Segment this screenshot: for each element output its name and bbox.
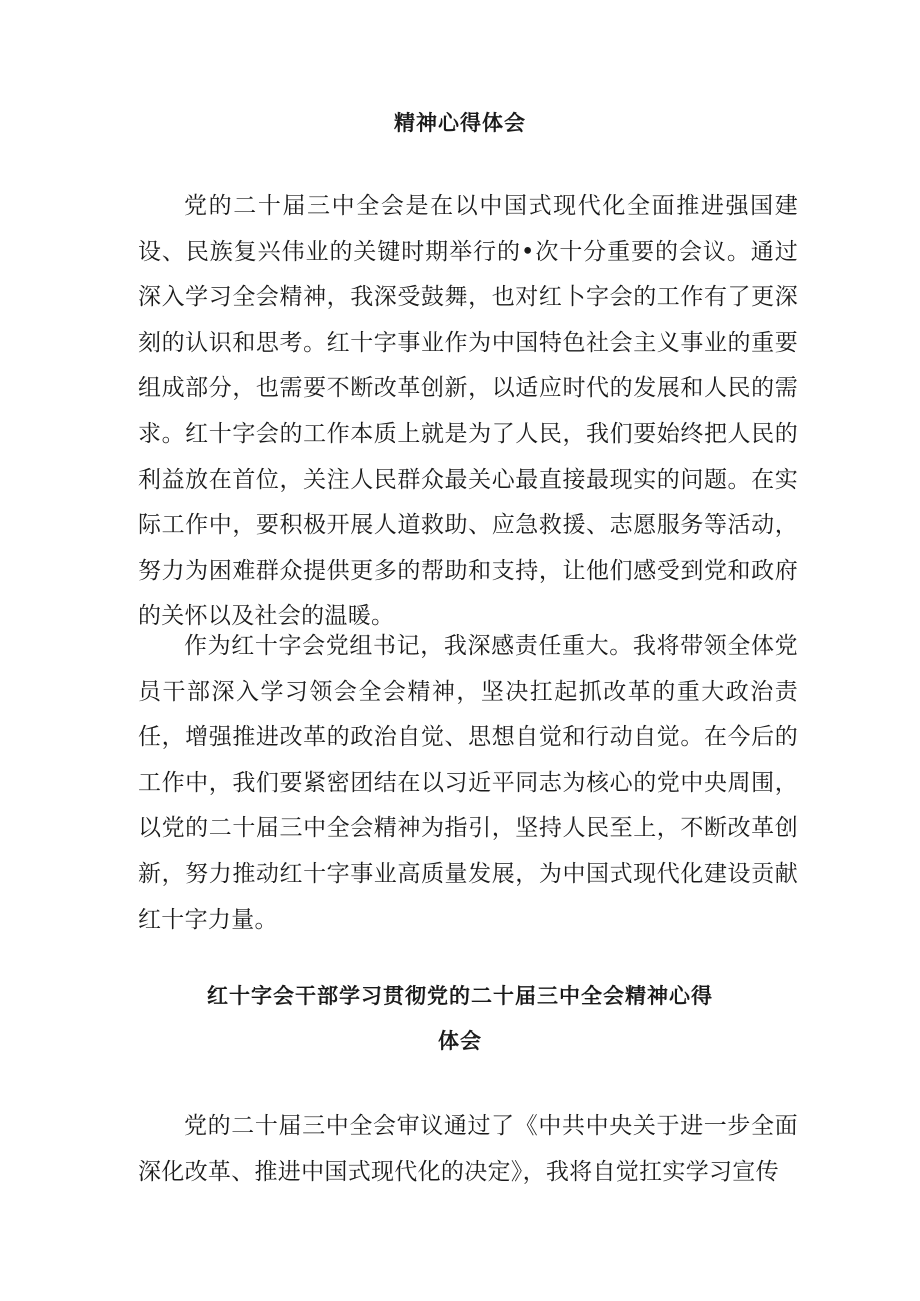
- article-2-title-line-2: 体会: [438, 1029, 482, 1053]
- article-2-title-line-1: 红十字会干部学习贯彻党的二十届三中全会精神心得: [207, 984, 713, 1008]
- article-2-paragraph-1: 党的二十届三中全会审议通过了《中共中央关于进一步全面深化改革、推进中国式现代化的决定》，我将自觉扛实学习宣传: [138, 1113, 798, 1185]
- article-1-title: 精神心得体会: [394, 111, 526, 135]
- article-1-paragraph-2: 作为红十字会党组书记，我深感责任重大。我将带领全体党员干部深入学习领会全会精神，坚决扛起抓改革的重大政治责任，增强推进改革的政治自觉、思想自觉和行动自觉。在今后的工作中，我们要紧密团结在以习近平同志为核心的党中央周围，以党的二十届三中全会精神为指引，坚持人民至上，不断改革创新，努力推动红十字事业高质量发展，为中国式现代化建设贡献红十字力量。: [138, 633, 798, 933]
- article-1-paragraph-1: 党的二十届三中全会是在以中国式现代化全面推进强国建设、民族复兴伟业的关键时期举行的•次十分重要的会议。通过深入学习全会精神，我深受鼓舞，也对红卜字会的工作有了更深刻的认识和思考。红十字事业作为中国特色社会主义事业的重要组成部分，也需要不断改革创新，以适应时代的发展和人民的需求。红十字会的工作本质上就是为了人民，我们要始终把人民的利益放在首位，关注人民群众最关心最直接最现实的问题。在实际工作中，要积极开展人道救助、应急救援、志愿服务等活动，努力为困难群众提供更多的帮助和支持，让他们感受到党和政府的关怀以及社会的温暖。: [138, 193, 798, 630]
